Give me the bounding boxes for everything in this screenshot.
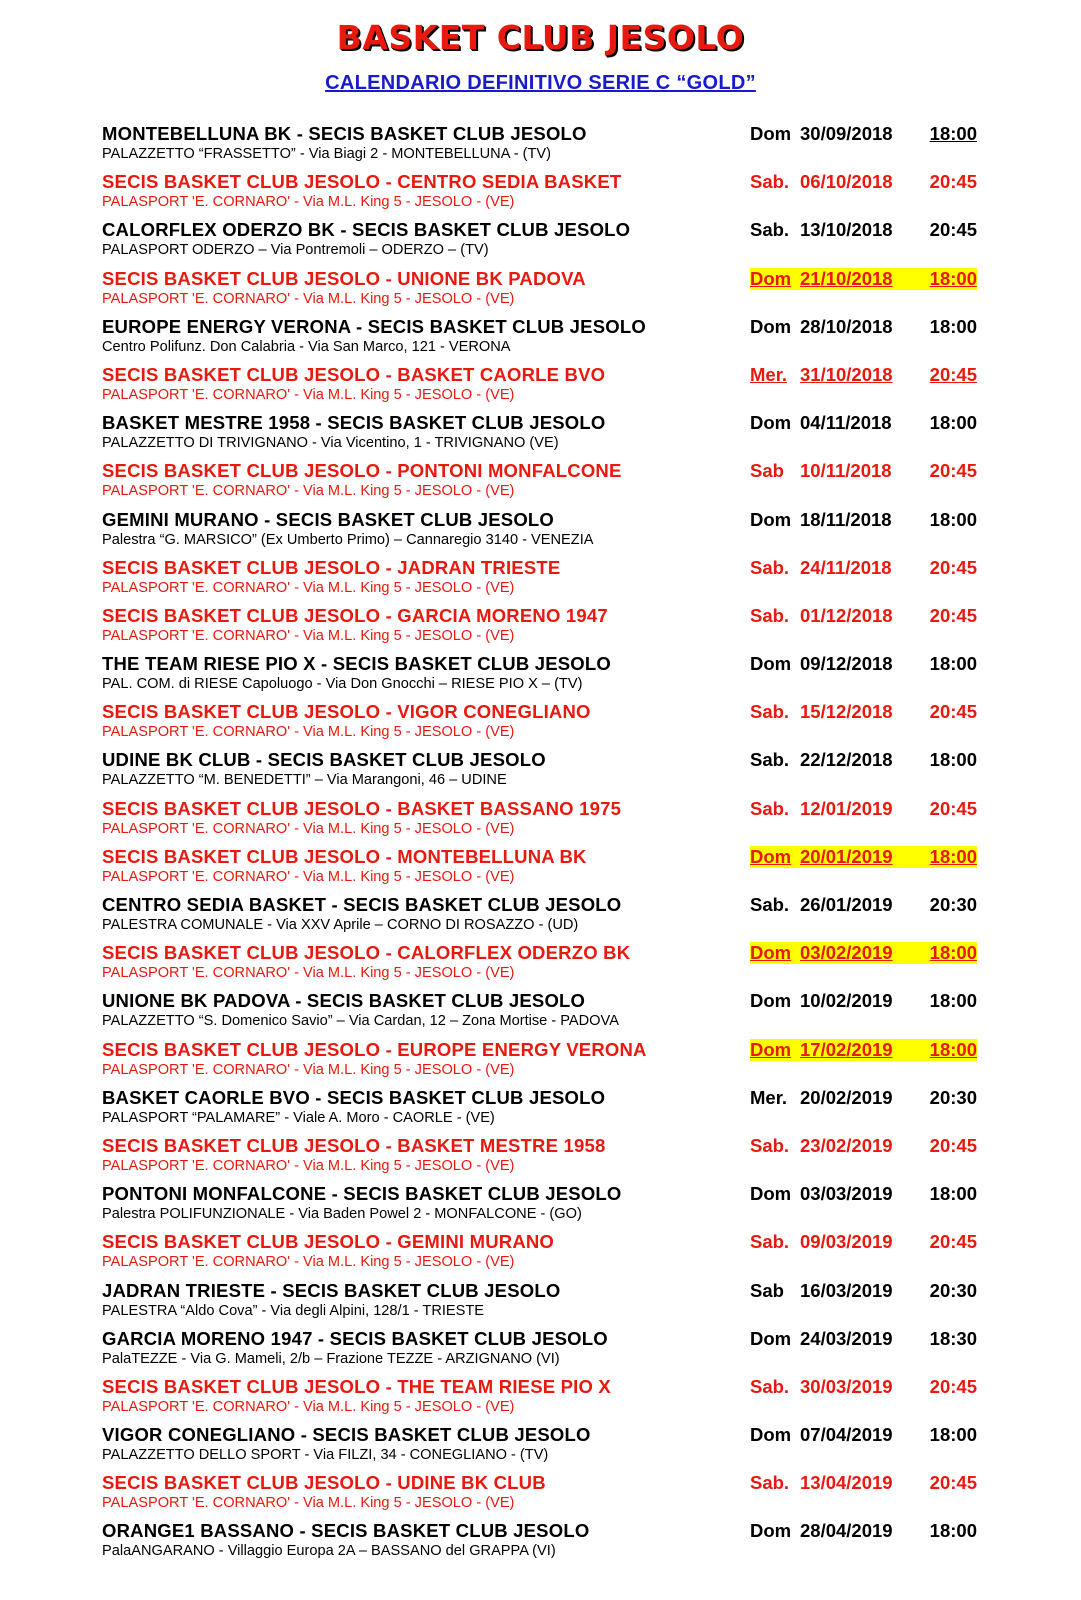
match-venue: PalaTEZZE - Via G. Mameli, 2/b – Frazione TEZZE - ARZIGNANO (VI)	[102, 1350, 560, 1367]
match-date: 09/03/2019	[800, 1231, 893, 1253]
match-date: 28/10/2018	[800, 315, 893, 337]
match-teams: SECIS BASKET CLUB JESOLO - JADRAN TRIESTE	[102, 556, 561, 578]
match-time: 18:00	[929, 749, 977, 771]
match-datetime	[750, 990, 980, 1012]
match-row	[102, 1373, 1002, 1421]
match-datetime	[750, 123, 980, 145]
match-venue: PALAZZETTO DELLO SPORT - Via FILZI, 34 - CONEGLIANO - (TV)	[102, 1447, 549, 1464]
match-day: Sab.	[750, 1134, 790, 1156]
match-row	[102, 506, 1002, 554]
match-row	[102, 746, 1002, 794]
match-day: Sab.	[750, 171, 790, 193]
match-teams: EUROPE ENERGY VERONA - SECIS BASKET CLUB JESOLO	[102, 315, 646, 337]
match-datetime	[750, 1328, 980, 1350]
match-day: Sab.	[750, 1231, 790, 1253]
match-day: Sab.	[750, 701, 790, 723]
match-datetime	[750, 1231, 980, 1253]
match-venue: PALESTRA “Aldo Cova” - Via degli Alpini, 128/1 - TRIESTE	[102, 1302, 485, 1319]
match-venue: PALASPORT 'E. CORNARO' - Via M.L. King 5 - JESOLO - (VE)	[102, 290, 515, 307]
match-datetime	[750, 268, 980, 290]
match-date: 16/03/2019	[800, 1279, 893, 1301]
match-day: Sab.	[750, 219, 790, 241]
match-time: 20:45	[929, 1472, 977, 1494]
match-row	[102, 1469, 1002, 1517]
match-venue: PALAZZETTO “FRASSETTO” - Via Biagi 2 - MONTEBELLUNA - (TV)	[102, 146, 551, 162]
match-teams: ORANGE1 BASSANO - SECIS BASKET CLUB JESOLO	[102, 1520, 590, 1542]
match-date: 18/11/2018	[800, 508, 892, 530]
match-row	[102, 554, 1002, 602]
match-date: 30/09/2018	[800, 123, 893, 144]
match-teams: SECIS BASKET CLUB JESOLO - CENTRO SEDIA BASKET	[102, 171, 622, 193]
match-row	[102, 987, 1002, 1035]
match-datetime	[750, 171, 980, 193]
match-teams: BASKET MESTRE 1958 - SECIS BASKET CLUB JESOLO	[102, 412, 606, 434]
match-day: Sab.	[750, 556, 790, 578]
match-datetime	[750, 1183, 980, 1205]
page-title: BASKET CLUB JESOLO	[336, 18, 745, 57]
match-time: 20:45	[929, 701, 977, 723]
match-day: Dom	[750, 1327, 792, 1349]
match-date: 10/02/2019	[800, 990, 893, 1012]
match-venue: PALASPORT 'E. CORNARO' - Via M.L. King 5 - JESOLO - (VE)	[102, 1157, 515, 1174]
match-venue: Centro Polifunz. Don Calabria - Via San Marco, 121 - VERONA	[102, 338, 511, 355]
match-datetime	[750, 1520, 980, 1542]
match-day: Sab	[750, 1279, 784, 1301]
match-date: 07/04/2019	[800, 1424, 893, 1446]
match-venue: PALASPORT 'E. CORNARO' - Via M.L. King 5 - JESOLO - (VE)	[102, 1398, 515, 1415]
match-date: 01/12/2018	[800, 604, 893, 626]
match-time: 18:00	[929, 1520, 977, 1542]
match-datetime	[750, 894, 980, 916]
match-time: 18:00	[929, 412, 977, 434]
match-row	[102, 313, 1002, 361]
match-time: 20:45	[929, 797, 977, 819]
match-venue: PALASPORT 'E. CORNARO' - Via M.L. King 5 - JESOLO - (VE)	[102, 194, 515, 211]
match-date: 04/11/2018	[800, 412, 892, 434]
match-day: Dom	[750, 268, 800, 290]
match-day: Sab.	[750, 749, 790, 771]
match-venue: PALASPORT 'E. CORNARO' - Via M.L. King 5 - JESOLO - (VE)	[102, 579, 515, 596]
match-time: 20:30	[929, 1086, 977, 1108]
match-date: 24/03/2019	[800, 1327, 893, 1349]
match-date: 24/11/2018	[800, 556, 892, 578]
match-datetime	[750, 1280, 980, 1302]
match-venue: PALAZZETTO “M. BENEDETTI” – Via Marangoni, 46 – UDINE	[102, 772, 507, 789]
match-date: 22/12/2018	[800, 749, 893, 771]
match-date: 03/02/2019	[800, 942, 922, 964]
match-teams: SECIS BASKET CLUB JESOLO - BASKET CAORLE BVO	[102, 363, 606, 385]
match-time: 18:00	[929, 1424, 977, 1446]
match-time: 20:45	[929, 1231, 977, 1253]
match-datetime	[750, 557, 980, 579]
match-row	[102, 698, 1002, 746]
match-date: 26/01/2019	[800, 894, 893, 915]
match-time: 18:00	[922, 268, 977, 290]
match-datetime	[750, 1472, 980, 1494]
match-teams: SECIS BASKET CLUB JESOLO - THE TEAM RIESE PIO X	[102, 1375, 611, 1397]
match-row	[102, 1180, 1002, 1228]
match-venue: PALASPORT 'E. CORNARO' - Via M.L. King 5 - JESOLO - (VE)	[102, 820, 515, 837]
match-teams: THE TEAM RIESE PIO X - SECIS BASKET CLUB JESOLO	[102, 653, 611, 675]
match-venue: PALASPORT 'E. CORNARO' - Via M.L. King 5 - JESOLO - (VE)	[102, 1495, 515, 1512]
match-row	[102, 795, 1002, 843]
match-date: 09/12/2018	[800, 653, 893, 675]
match-day: Dom	[750, 508, 792, 530]
match-date: 15/12/2018	[800, 701, 893, 723]
match-row	[102, 1084, 1002, 1132]
match-row	[102, 1132, 1002, 1180]
match-day: Sab.	[750, 1472, 790, 1494]
match-datetime	[750, 316, 980, 338]
match-venue: PAL. COM. di RIESE Capoluogo - Via Don Gnocchi – RIESE PIO X – (TV)	[102, 676, 583, 693]
match-teams: MONTEBELLUNA BK - SECIS BASKET CLUB JESOLO	[102, 123, 587, 144]
match-datetime	[750, 219, 980, 241]
match-teams: SECIS BASKET CLUB JESOLO - BASKET BASSANO 1975	[102, 797, 622, 819]
match-time: 20:45	[929, 460, 977, 482]
match-time: 18:00	[929, 315, 977, 337]
match-row	[102, 216, 1002, 264]
match-row	[102, 120, 1002, 168]
match-date: 06/10/2018	[800, 171, 893, 193]
match-day: Dom	[750, 942, 800, 964]
match-date: 30/03/2019	[800, 1375, 893, 1397]
match-teams: GARCIA MORENO 1947 - SECIS BASKET CLUB JESOLO	[102, 1327, 608, 1349]
match-day: Dom	[750, 846, 800, 868]
match-time: 18:00	[922, 846, 977, 868]
match-time: 20:45	[929, 1134, 977, 1156]
match-row	[102, 1421, 1002, 1469]
match-time: 18:30	[929, 1327, 977, 1349]
match-date: 21/10/2018	[800, 268, 922, 290]
match-time: 18:00	[929, 653, 977, 675]
match-datetime	[750, 942, 980, 964]
match-teams: CALORFLEX ODERZO BK - SECIS BASKET CLUB JESOLO	[102, 219, 631, 241]
match-datetime	[750, 412, 980, 434]
match-datetime	[750, 846, 980, 868]
match-date: 20/02/2019	[800, 1086, 893, 1108]
match-row	[102, 939, 1002, 987]
match-venue: PALASPORT 'E. CORNARO' - Via M.L. King 5 - JESOLO - (VE)	[102, 1061, 515, 1078]
match-venue: PALASPORT 'E. CORNARO' - Via M.L. King 5 - JESOLO - (VE)	[102, 868, 515, 885]
match-day: Dom	[750, 1520, 792, 1542]
match-venue: Palestra POLIFUNZIONALE - Via Baden Powel 2 - MONFALCONE - (GO)	[102, 1206, 582, 1223]
match-venue: PALASPORT 'E. CORNARO' - Via M.L. King 5 - JESOLO - (VE)	[102, 386, 515, 403]
match-time: 20:45	[929, 219, 977, 241]
match-teams: SECIS BASKET CLUB JESOLO - UNIONE BK PADOVA	[102, 267, 586, 289]
match-venue: Palestra “G. MARSICO” (Ex Umberto Primo) – Cannaregio 3140 - VENEZIA	[102, 531, 594, 548]
match-day: Dom	[750, 1183, 792, 1205]
match-teams: SECIS BASKET CLUB JESOLO - MONTEBELLUNA BK	[102, 845, 587, 867]
match-venue: PALESTRA COMUNALE - Via XXV Aprile – CORNO DI ROSAZZO - (UD)	[102, 917, 579, 933]
match-venue: PALASPORT 'E. CORNARO' - Via M.L. King 5 - JESOLO - (VE)	[102, 965, 515, 982]
match-venue: PALASPORT 'E. CORNARO' - Via M.L. King 5 - JESOLO - (VE)	[102, 1254, 515, 1271]
match-time: 18:00	[929, 508, 977, 530]
match-day: Dom	[750, 990, 792, 1012]
match-day: Mer.	[750, 363, 788, 385]
match-datetime	[750, 749, 980, 771]
match-datetime	[750, 701, 980, 723]
match-teams: UDINE BK CLUB - SECIS BASKET CLUB JESOLO	[102, 749, 546, 771]
match-teams: SECIS BASKET CLUB JESOLO - EUROPE ENERGY VERONA	[102, 1038, 647, 1060]
match-teams: GEMINI MURANO - SECIS BASKET CLUB JESOLO	[102, 508, 555, 530]
match-row	[102, 409, 1002, 457]
match-time: 20:45	[929, 1375, 977, 1397]
match-time: 20:45	[929, 363, 977, 385]
match-teams: SECIS BASKET CLUB JESOLO - UDINE BK CLUB	[102, 1472, 546, 1494]
match-date: 17/02/2019	[800, 1039, 922, 1061]
match-teams: SECIS BASKET CLUB JESOLO - VIGOR CONEGLIANO	[102, 701, 591, 723]
match-time: 20:45	[929, 604, 977, 626]
match-datetime	[750, 1424, 980, 1446]
match-row	[102, 1325, 1002, 1373]
match-time: 20:30	[929, 1279, 977, 1301]
match-datetime	[750, 1087, 980, 1109]
match-time: 18:00	[929, 1183, 977, 1205]
match-teams: CENTRO SEDIA BASKET - SECIS BASKET CLUB JESOLO	[102, 894, 622, 915]
match-datetime	[750, 1039, 980, 1061]
page-subtitle: CALENDARIO DEFINITIVO SERIE C “GOLD”	[325, 72, 756, 94]
match-date: 13/04/2019	[800, 1472, 893, 1494]
match-time: 20:30	[929, 894, 977, 915]
match-datetime	[750, 509, 980, 531]
match-row	[102, 1228, 1002, 1276]
match-datetime	[750, 364, 980, 386]
match-venue: PALASPORT 'E. CORNARO' - Via M.L. King 5 - JESOLO - (VE)	[102, 724, 515, 741]
match-row	[102, 602, 1002, 650]
match-time: 18:00	[929, 123, 977, 144]
match-datetime	[750, 798, 980, 820]
match-datetime	[750, 1376, 980, 1398]
match-time: 20:45	[929, 556, 977, 578]
match-row	[102, 891, 1002, 939]
match-venue: PALASPORT 'E. CORNARO' - Via M.L. King 5 - JESOLO - (VE)	[102, 627, 515, 644]
match-venue: PALAZZETTO “S. Domenico Savio” – Via Cardan, 12 – Zona Mortise - PADOVA	[102, 1013, 619, 1030]
match-venue: PALASPORT “PALAMARE” - Viale A. Moro - CAORLE - (VE)	[102, 1109, 495, 1126]
match-day: Sab.	[750, 1375, 790, 1397]
match-day: Sab	[750, 460, 784, 482]
match-venue: PALASPORT ODERZO – Via Pontremoli – ODERZO – (TV)	[102, 242, 489, 259]
match-day: Mer.	[750, 1086, 788, 1108]
match-date: 13/10/2018	[800, 219, 893, 241]
match-date: 12/01/2019	[800, 797, 893, 819]
match-date: 23/02/2019	[800, 1134, 893, 1156]
match-schedule	[102, 120, 1002, 1566]
match-date: 31/10/2018	[800, 363, 893, 385]
match-row	[102, 843, 1002, 891]
match-day: Dom	[750, 1424, 792, 1446]
match-datetime	[750, 460, 980, 482]
match-teams: BASKET CAORLE BVO - SECIS BASKET CLUB JESOLO	[102, 1086, 606, 1108]
match-day: Dom	[750, 412, 792, 434]
match-datetime	[750, 605, 980, 627]
match-row	[102, 650, 1002, 698]
match-day: Sab.	[750, 604, 790, 626]
match-time: 18:00	[922, 1039, 977, 1061]
match-row	[102, 1036, 1002, 1084]
match-venue: PALASPORT 'E. CORNARO' - Via M.L. King 5 - JESOLO - (VE)	[102, 483, 515, 500]
match-day: Dom	[750, 123, 792, 144]
match-teams: VIGOR CONEGLIANO - SECIS BASKET CLUB JESOLO	[102, 1424, 591, 1446]
match-teams: PONTONI MONFALCONE - SECIS BASKET CLUB JESOLO	[102, 1183, 622, 1205]
match-teams: SECIS BASKET CLUB JESOLO - PONTONI MONFALCONE	[102, 460, 622, 482]
match-row	[102, 265, 1002, 313]
match-teams: UNIONE BK PADOVA - SECIS BASKET CLUB JESOLO	[102, 990, 586, 1012]
match-date: 03/03/2019	[800, 1183, 893, 1205]
match-row	[102, 168, 1002, 216]
match-teams: SECIS BASKET CLUB JESOLO - GEMINI MURANO	[102, 1231, 555, 1253]
match-time: 18:00	[922, 942, 977, 964]
match-day: Dom	[750, 653, 792, 675]
match-day: Dom	[750, 315, 792, 337]
match-datetime	[750, 653, 980, 675]
match-date: 28/04/2019	[800, 1520, 893, 1542]
match-venue: PALAZZETTO DI TRIVIGNANO - Via Vicentino, 1 - TRIVIGNANO (VE)	[102, 435, 559, 452]
match-row	[102, 457, 1002, 505]
match-row	[102, 1277, 1002, 1325]
match-teams: JADRAN TRIESTE - SECIS BASKET CLUB JESOLO	[102, 1279, 561, 1301]
match-row	[102, 361, 1002, 409]
match-date: 10/11/2018	[800, 460, 892, 482]
match-datetime	[750, 1135, 980, 1157]
match-time: 18:00	[929, 990, 977, 1012]
match-date: 20/01/2019	[800, 846, 922, 868]
match-day: Dom	[750, 1039, 800, 1061]
match-teams: SECIS BASKET CLUB JESOLO - BASKET MESTRE 1958	[102, 1134, 606, 1156]
match-venue: PalaANGARANO - Villaggio Europa 2A – BASSANO del GRAPPA (VI)	[102, 1543, 556, 1560]
match-day: Sab.	[750, 894, 790, 915]
match-row	[102, 1517, 1002, 1565]
match-teams: SECIS BASKET CLUB JESOLO - GARCIA MORENO 1947	[102, 604, 608, 626]
match-teams: SECIS BASKET CLUB JESOLO - CALORFLEX ODERZO BK	[102, 942, 631, 964]
match-time: 20:45	[929, 171, 977, 193]
match-day: Sab.	[750, 797, 790, 819]
